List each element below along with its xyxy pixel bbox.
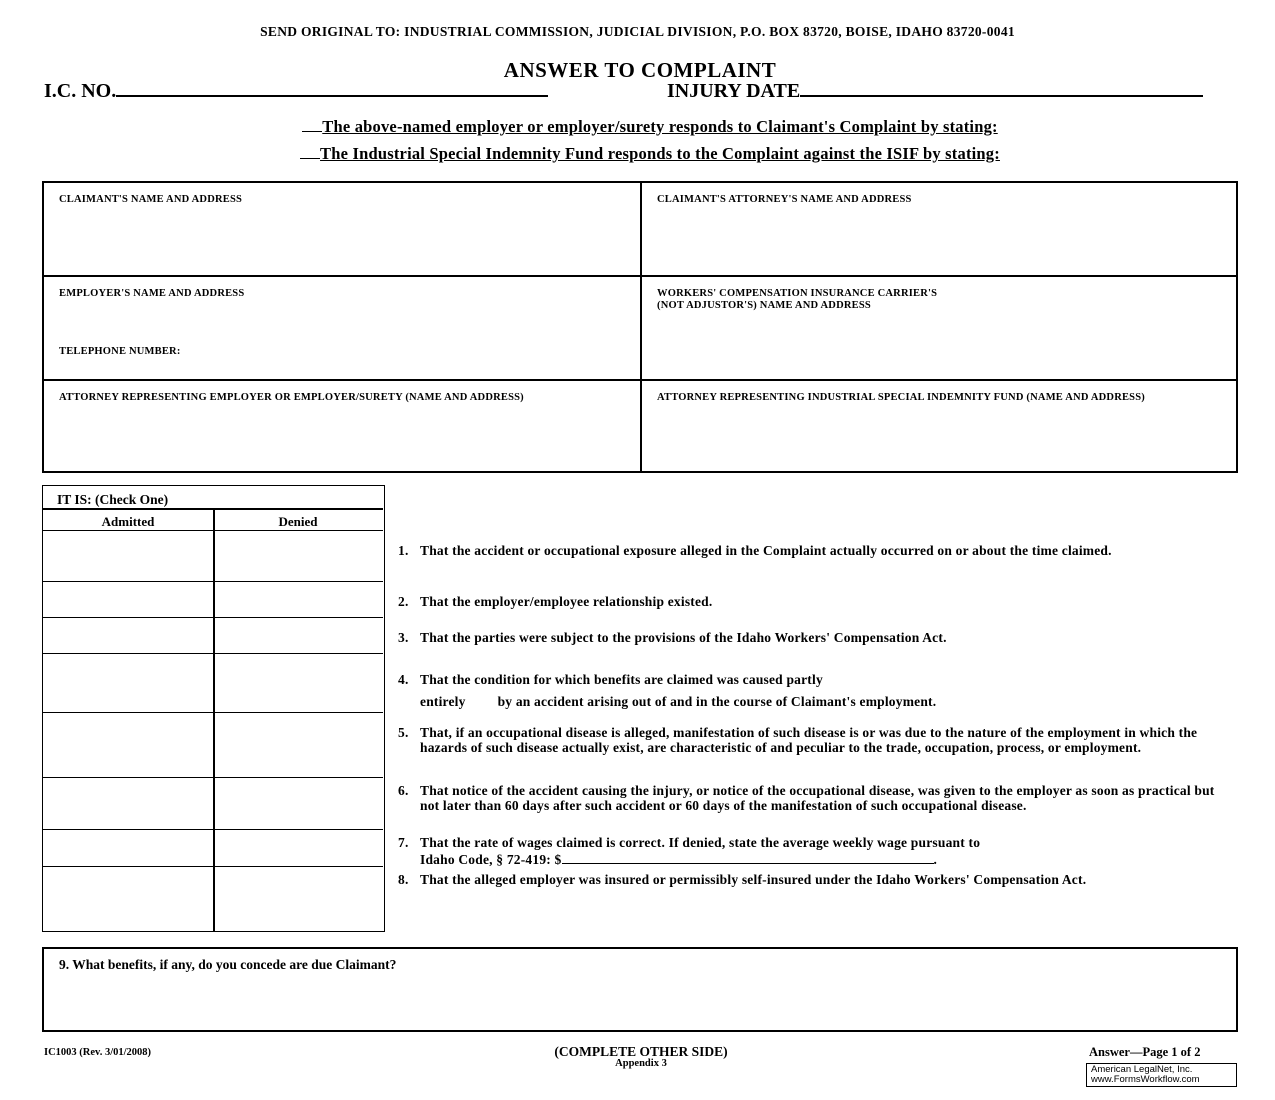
send-to-line: SEND ORIGINAL TO: INDUSTRIAL COMMISSION, JUDICIAL DIVISION, P.O. BOX 83720, BOISE, IDAHO 83720-0041 bbox=[260, 24, 1015, 39]
publisher-stamp bbox=[1086, 1063, 1237, 1087]
denied-column-header: Denied bbox=[278, 514, 318, 529]
ic-no-input[interactable] bbox=[116, 80, 548, 97]
employer-response-text: The above-named employer or employer/surety responds to Claimant's Complaint by stating: bbox=[322, 117, 998, 136]
check-row-3 bbox=[43, 617, 383, 653]
telephone-label: TELEPHONE NUMBER: bbox=[59, 346, 181, 357]
item-4 bbox=[398, 673, 1228, 709]
item-4-line2: by an accident arising out of and in the course of Claimant's employment. bbox=[497, 693, 937, 709]
publisher-name: American LegalNet, Inc. bbox=[1091, 1064, 1193, 1075]
item-8-text: That the alleged employer was insured or permissibly self-insured under the Idaho Workers' Compensation Act. bbox=[420, 872, 1087, 887]
item-6-number: 6. bbox=[398, 783, 409, 798]
check-row-5 bbox=[43, 712, 383, 777]
item-4-denied-box[interactable] bbox=[214, 654, 383, 712]
item-7-denied-box[interactable] bbox=[214, 830, 383, 866]
item-5-denied-box[interactable] bbox=[214, 713, 383, 777]
employer-name-address-box[interactable] bbox=[44, 277, 640, 379]
item-8 bbox=[398, 873, 1228, 888]
item-4-entirely: entirely bbox=[420, 693, 466, 709]
item-2-text: That the employer/employee relationship existed. bbox=[420, 594, 713, 609]
item-3-admitted-box[interactable] bbox=[43, 618, 213, 653]
complete-other-side: (COMPLETE OTHER SIDE) bbox=[554, 1044, 728, 1059]
isif-response-text: The Industrial Special Indemnity Fund responds to the Complaint against the ISIF by stating: bbox=[320, 144, 1000, 163]
item-3-text: That the parties were subject to the provisions of the Idaho Workers' Compensation Act. bbox=[420, 630, 947, 645]
item-5-number: 5. bbox=[398, 725, 409, 740]
check-one-table bbox=[42, 485, 385, 932]
item-4-line1: That the condition for which benefits are claimed was caused partly bbox=[420, 672, 823, 687]
item-5 bbox=[398, 726, 1228, 755]
check-row-6 bbox=[43, 777, 383, 829]
carrier-label-line2: (NOT ADJUSTOR'S) NAME AND ADDRESS bbox=[657, 300, 871, 311]
item-6-text: That notice of the accident causing the injury, or notice of the occupational disease, was given to the employer as soon as practical but not later than 60 days after such accident or 60 days of the manifestation of such occupational disease. bbox=[420, 783, 1215, 813]
item-1-text: That the accident or occupational exposure alleged in the Complaint actually occurred on or about the time claimed. bbox=[420, 543, 1112, 558]
form-id: IC1003 (Rev. 3/01/2008) bbox=[44, 1047, 152, 1058]
check-row-2 bbox=[43, 581, 383, 617]
item-1 bbox=[398, 544, 1228, 559]
injury-date-input[interactable] bbox=[800, 80, 1203, 97]
item-2-admitted-box[interactable] bbox=[43, 582, 213, 617]
item-5-admitted-box[interactable] bbox=[43, 713, 213, 777]
item-7-admitted-box[interactable] bbox=[43, 830, 213, 866]
claimant-attorney-box[interactable] bbox=[642, 183, 1236, 275]
item-4-line2-wrap bbox=[420, 695, 1228, 710]
employer-attorney-box[interactable] bbox=[44, 381, 640, 471]
question-9-box[interactable] bbox=[42, 947, 1238, 1032]
check-one-heading: IT IS: (Check One) bbox=[57, 492, 169, 507]
isif-attorney-label: ATTORNEY REPRESENTING INDUSTRIAL SPECIAL INDEMNITY FUND (NAME AND ADDRESS) bbox=[657, 392, 1145, 403]
item-6-admitted-box[interactable] bbox=[43, 778, 213, 829]
item-8-number: 8. bbox=[398, 872, 409, 887]
item-7-line2-wrap: Idaho Code, § 72-419: $ . bbox=[420, 851, 938, 867]
isif-attorney-box[interactable] bbox=[642, 381, 1236, 471]
publisher-website: www.FormsWorkflow.com bbox=[1091, 1074, 1200, 1085]
item-2-number: 2. bbox=[398, 594, 409, 609]
claimant-name-address-box[interactable] bbox=[44, 183, 640, 275]
page-title: ANSWER TO COMPLAINT bbox=[503, 58, 777, 82]
item-7-number: 7. bbox=[398, 835, 409, 850]
admitted-column-header: Admitted bbox=[101, 514, 155, 529]
page-number: Answer—Page 1 of 2 bbox=[1089, 1045, 1201, 1059]
item-5-text: That, if an occupational disease is alleged, manifestation of such disease is or was due to the nature of the employment in which the hazards of such disease actually exist, are characteristic of and peculiar to the trade, occupation, process, or employment. bbox=[420, 725, 1198, 755]
insurance-carrier-box[interactable] bbox=[642, 277, 1236, 379]
item-3-number: 3. bbox=[398, 630, 409, 645]
item-2 bbox=[398, 595, 1228, 610]
item-4-admitted-box[interactable] bbox=[43, 654, 213, 712]
item-1-denied-box[interactable] bbox=[214, 531, 383, 581]
claimant-label: CLAIMANT'S NAME AND ADDRESS bbox=[59, 194, 243, 205]
parties-grid bbox=[42, 181, 1238, 473]
item-6 bbox=[398, 784, 1228, 813]
item-8-admitted-box[interactable] bbox=[43, 867, 213, 931]
check-row-4 bbox=[43, 653, 383, 712]
employer-attorney-label: ATTORNEY REPRESENTING EMPLOYER OR EMPLOYER/SURETY (NAME AND ADDRESS) bbox=[59, 392, 524, 403]
item-6-denied-box[interactable] bbox=[214, 778, 383, 829]
item-1-number: 1. bbox=[398, 543, 409, 558]
average-weekly-wage-input[interactable] bbox=[562, 851, 934, 864]
injury-date-label: INJURY DATE bbox=[667, 80, 801, 102]
item-3 bbox=[398, 631, 1228, 646]
item-7-line1: That the rate of wages claimed is correct. If denied, state the average weekly wage pursuant to bbox=[420, 835, 981, 850]
employer-response-check[interactable] bbox=[302, 117, 322, 132]
injury-date-field bbox=[667, 80, 1203, 103]
appendix-label: Appendix 3 bbox=[615, 1058, 667, 1069]
employer-response-option bbox=[0, 117, 1275, 137]
item-8-denied-box[interactable] bbox=[214, 867, 383, 931]
item-7 bbox=[398, 836, 1228, 867]
item-1-admitted-box[interactable] bbox=[43, 531, 213, 581]
employer-label: EMPLOYER'S NAME AND ADDRESS bbox=[59, 288, 245, 299]
item-4-number: 4. bbox=[398, 672, 409, 687]
item-3-denied-box[interactable] bbox=[214, 618, 383, 653]
item-7-line2: Idaho Code, § 72-419: $ bbox=[420, 851, 562, 867]
item-2-denied-box[interactable] bbox=[214, 582, 383, 617]
carrier-label-line1: WORKERS' COMPENSATION INSURANCE CARRIER'S bbox=[657, 288, 938, 299]
claimant-attorney-label: CLAIMANT'S ATTORNEY'S NAME AND ADDRESS bbox=[657, 194, 912, 205]
isif-response-option bbox=[0, 144, 1275, 164]
ic-no-field bbox=[44, 80, 548, 103]
check-row-1 bbox=[43, 530, 383, 581]
check-row-7 bbox=[43, 829, 383, 866]
ic-no-label: I.C. NO. bbox=[44, 80, 117, 102]
check-row-8 bbox=[43, 866, 383, 931]
isif-response-check[interactable] bbox=[300, 144, 320, 159]
question-9-text: 9. What benefits, if any, do you concede are due Claimant? bbox=[59, 957, 397, 972]
